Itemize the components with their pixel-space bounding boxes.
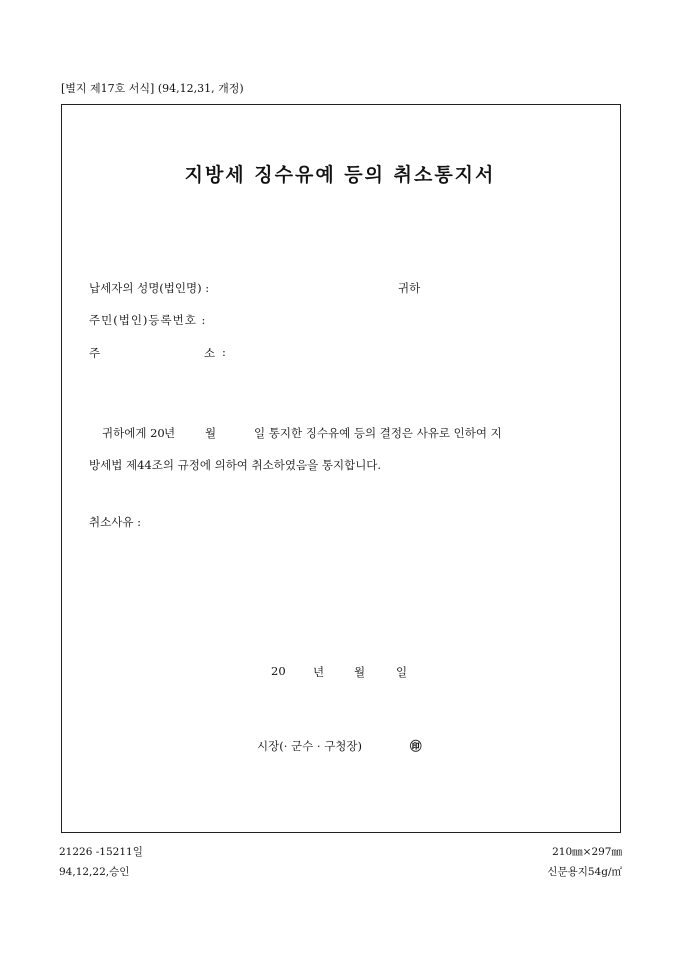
seal-mark: ㊞ [410,739,422,753]
date-day-label: 일 [396,665,408,679]
footer-form-code: 21226 -15211일 [59,846,143,858]
footer-approval: 94,12,22,승인 [59,866,130,878]
date-year-label: 년 [313,665,325,679]
date-year-prefix: 20 [271,664,286,678]
footer-paper-type: 신문용지54g/㎡ [547,866,622,878]
address-label-first: 주 [89,346,101,360]
form-reference: [별지 제17호 서식] (94,12,31, 개정) [61,82,244,95]
document-title: 지방세 징수유예 등의 취소통지서 [184,164,496,186]
body-line1-year: 년 [164,426,176,440]
body-line1-rest: 일 통지한 징수유예 등의 결정은 사유로 인하여 지 [254,426,502,440]
body-line1-month: 월 [205,426,217,440]
taxpayer-name-label: 납세자의 성명(법인명) : [89,281,210,295]
address-colon: : [222,345,226,359]
body-line1-part1: 귀하에게 20 [102,426,165,440]
body-line2: 방세법 제44조의 규정에 의하여 취소하였음을 통지합니다. [89,458,382,472]
date-month-label: 월 [354,665,366,679]
footer-paper-size: 210㎜×297㎜ [552,846,622,858]
registration-number-label: 주민(법인)등록번호 : [89,313,207,327]
address-label-second: 소 [204,346,216,360]
cancellation-reason-label: 취소사유 : [89,515,141,529]
honorific-label: 귀하 [398,281,421,295]
signer-title: 시장(· 군수 · 구청장) [257,739,363,753]
